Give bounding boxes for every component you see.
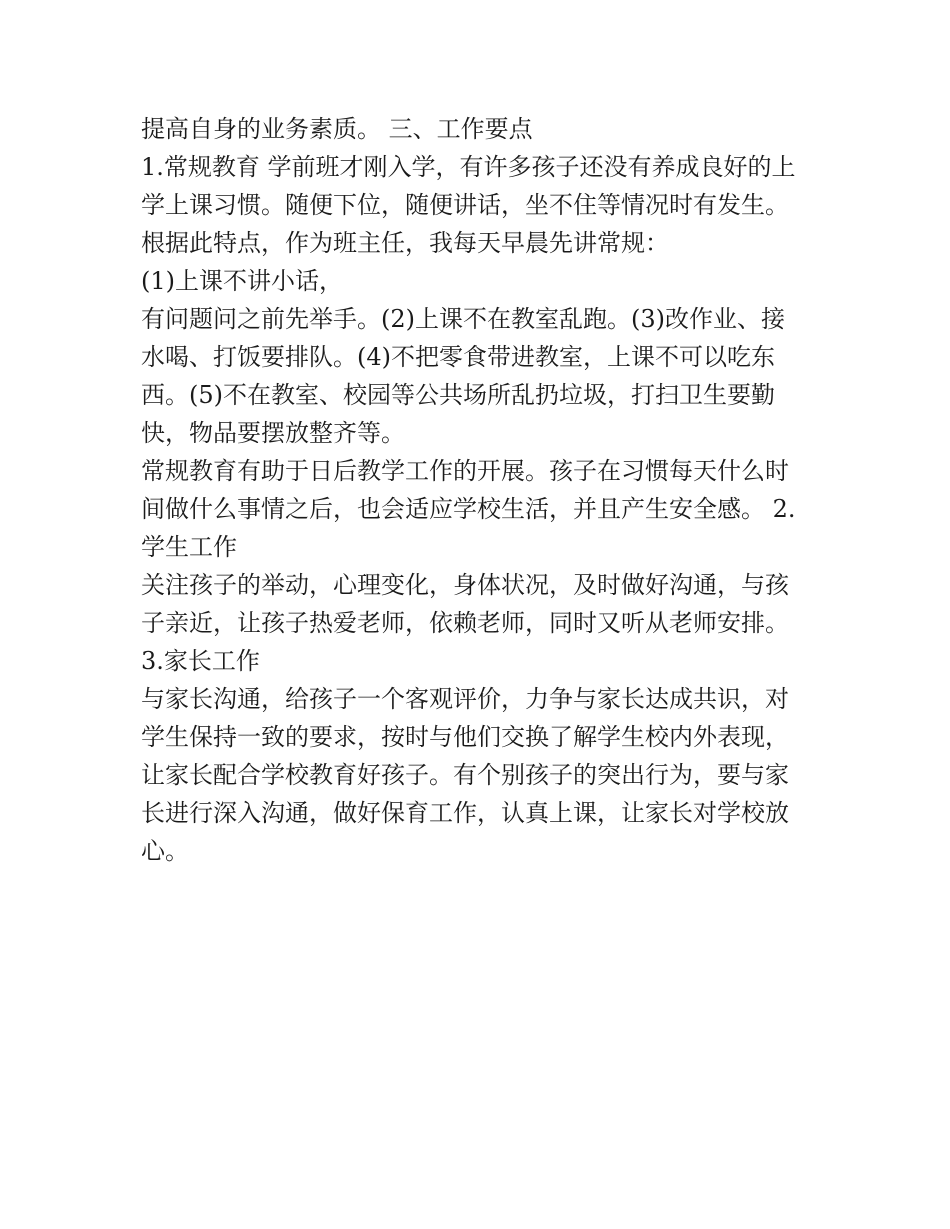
text-line: 间做什么事情之后，也会适应学校生活，并且产生安全感。 2.: [141, 495, 796, 523]
text-line: 让家长配合学校教育好孩子。有个别孩子的突出行为，要与家: [141, 761, 789, 789]
text-line: 提高自身的业务素质。 三、工作要点: [141, 115, 533, 143]
text-line: 关注孩子的举动，心理变化，身体状况，及时做好沟通，与孩: [141, 571, 789, 599]
text-line: 根据此特点，作为班主任，我每天早晨先讲常规：: [141, 229, 669, 257]
text-line: 学上课习惯。随便下位，随便讲话，坐不住等情况时有发生。: [141, 191, 789, 219]
text-line: (1)上课不讲小话，: [141, 267, 343, 295]
text-line: 学生保持一致的要求，按时与他们交换了解学生校内外表现，: [141, 723, 789, 751]
text-line: 西。(5)不在教室、校园等公共场所乱扔垃圾，打扫卫生要勤: [141, 381, 775, 409]
text-line: 心。: [141, 837, 189, 865]
text-line: 长进行深入沟通，做好保育工作，认真上课，让家长对学校放: [141, 799, 789, 827]
document-body: [141, 110, 821, 870]
text-line: 与家长沟通，给孩子一个客观评价，力争与家长达成共识，对: [141, 685, 789, 713]
text-line: 1.常规教育 学前班才刚入学，有许多孩子还没有养成良好的上: [141, 153, 796, 181]
text-line: 3.家长工作: [141, 647, 260, 675]
text-line: 水喝、打饭要排队。(4)不把零食带进教室，上课不可以吃东: [141, 343, 775, 371]
text-line: 子亲近，让孩子热爱老师，依赖老师，同时又听从老师安排。: [141, 609, 789, 637]
text-line: 快，物品要摆放整齐等。: [141, 419, 405, 447]
text-line: 学生工作: [141, 533, 237, 561]
text-line: 常规教育有助于日后教学工作的开展。孩子在习惯每天什么时: [141, 457, 789, 485]
text-line: 有问题问之前先举手。(2)上课不在教室乱跑。(3)改作业、接: [141, 305, 785, 333]
